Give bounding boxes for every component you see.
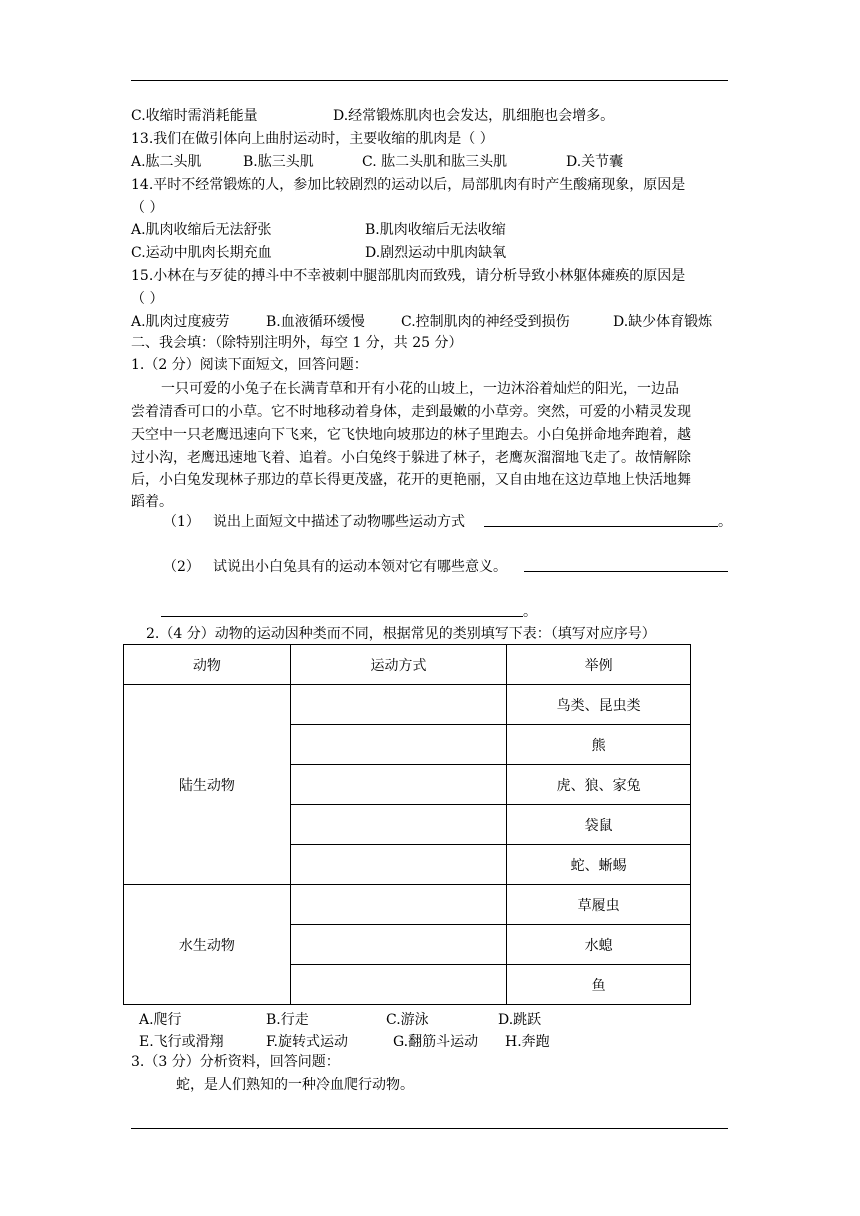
movement-option-g: G.翻筋斗运动 [393,1034,479,1050]
option-13c: C. 肱二头肌和肱三头肌 [362,154,508,170]
movement-answer-cell[interactable] [290,925,507,965]
movement-answer-cell[interactable] [290,725,507,765]
option-14a: A.肌肉收缩后无法舒张 [131,222,272,238]
movement-table [123,644,691,1005]
question-15-stem: 15.小林在与歹徒的搏斗中不幸被刺中腿部肌肉而致残，请分析导致小林躯体瘫痪的原因是 [131,268,686,284]
example-cell: 袋鼠 [507,805,691,845]
question-14-stem: 14.平时不经常锻炼的人，参加比较剧烈的运动以后，局部肌肉有时产生酸痛现象，原因是 [131,177,686,193]
answer-blank-1[interactable] [484,512,718,533]
option-14d: D.剧烈运动中肌肉缺氧 [365,245,507,261]
example-cell: 草履虫 [507,885,691,925]
fill-question-2-stem: 2.（4 分）动物的运动因种类而不同，根据常见的类别填写下表：（填写对应序号） [146,626,656,642]
sub-question-1-number: （1） [163,514,200,530]
option-14b: B.肌肉收缩后无法收缩 [365,222,506,238]
fill-question-3-line: 蛇，是人们熟知的一种冷血爬行动物。 [176,1077,414,1093]
example-cell: 水螅 [507,925,691,965]
passage-line: 天空中一只老鹰迅速向下飞来，它飞快地向坡那边的林子里跑去。小白兔拼命地奔跑着，越 [131,427,691,443]
movement-option-h: H.奔跑 [505,1034,550,1050]
movement-option-f: F.旋转式运动 [266,1034,348,1050]
passage-line: 尝着清香可口的小草。它不时地移动着身体，走到最嫩的小草旁。突然，可爱的小精灵发现 [131,404,691,420]
answer-blank-2b[interactable] [161,602,523,623]
movement-answer-cell[interactable] [290,805,507,845]
header-rule [131,80,728,81]
movement-option-a: A.爬行 [139,1012,182,1028]
movement-option-e: E.飞行或滑翔 [139,1034,224,1050]
question-15-paren: （ ） [131,291,164,307]
example-cell: 蛇、蜥蜴 [507,845,691,885]
group-land-animals: 陆生动物 [124,685,291,885]
movement-answer-cell[interactable] [290,885,507,925]
fill-question-1-stem: 1.（2 分）阅读下面短文，回答问题： [131,357,368,373]
question-14-paren: （ ） [131,200,164,216]
question-13-stem: 13.我们在做引体向上曲肘运动时，主要收缩的肌肉是（ ） [131,131,494,147]
movement-answer-cell[interactable] [290,765,507,805]
footer-rule [131,1128,728,1129]
option-12c: C.收缩时需消耗能量 [131,108,258,124]
option-13a: A.肱二头肌 [131,154,202,170]
passage-line: 过小沟，老鹰迅速地飞着、追着。小白兔终于躲进了林子，老鹰灰溜溜地飞走了。故情解除 [131,450,691,466]
example-cell: 熊 [507,725,691,765]
sub-question-2-number: （2） [163,559,200,575]
movement-answer-cell[interactable] [290,845,507,885]
table-header-movement: 运动方式 [290,645,507,685]
option-15d: D.缺少体育锻炼 [613,314,713,330]
section-2-heading: 二、我会填：（除特别注明外，每空 1 分，共 25 分） [131,335,463,351]
sub-question-1-end: 。 [718,514,732,530]
passage-line: 一只可爱的小兔子在长满青草和开有小花的山坡上，一边沐浴着灿烂的阳光，一边品 [161,381,679,397]
movement-option-c: C.游泳 [386,1012,429,1028]
movement-option-b: B.行走 [266,1012,309,1028]
option-15a: A.肌肉过度疲劳 [131,314,230,330]
option-15b: B.血液循环缓慢 [266,314,365,330]
answer-blank-2a[interactable] [524,557,728,578]
sub-question-2-text: 试说出小白兔具有的运动本领对它有哪些意义。 [213,559,507,575]
sub-question-1-text: 说出上面短文中描述了动物哪些运动方式 [213,514,465,530]
group-water-animals: 水生动物 [124,885,291,1005]
option-14c: C.运动中肌肉长期充血 [131,245,272,261]
movement-answer-cell[interactable] [290,965,507,1005]
movement-option-d: D.跳跃 [498,1012,542,1028]
movement-answer-cell[interactable] [290,685,507,725]
example-cell: 鸟类、昆虫类 [507,685,691,725]
example-cell: 虎、狼、家兔 [507,765,691,805]
fill-question-3-stem: 3.（3 分）分析资料，回答问题： [131,1054,340,1070]
table-header-animal: 动物 [124,645,291,685]
table-header-example: 举例 [507,645,691,685]
option-12d: D.经常锻炼肌肉也会发达，肌细胞也会增多。 [333,108,615,124]
example-cell: 鱼 [507,965,691,1005]
option-13b: B.肱三头肌 [243,154,314,170]
option-13d: D.关节囊 [566,154,624,170]
sub-question-2-end: 。 [523,604,537,620]
passage-line: 蹈着。 [131,494,173,510]
passage-line: 后，小白兔发现林子那边的草长得更茂盛，花开的更艳丽，又自由地在这边草地上快活地舞 [131,472,691,488]
option-15c: C.控制肌肉的神经受到损伤 [401,314,570,330]
